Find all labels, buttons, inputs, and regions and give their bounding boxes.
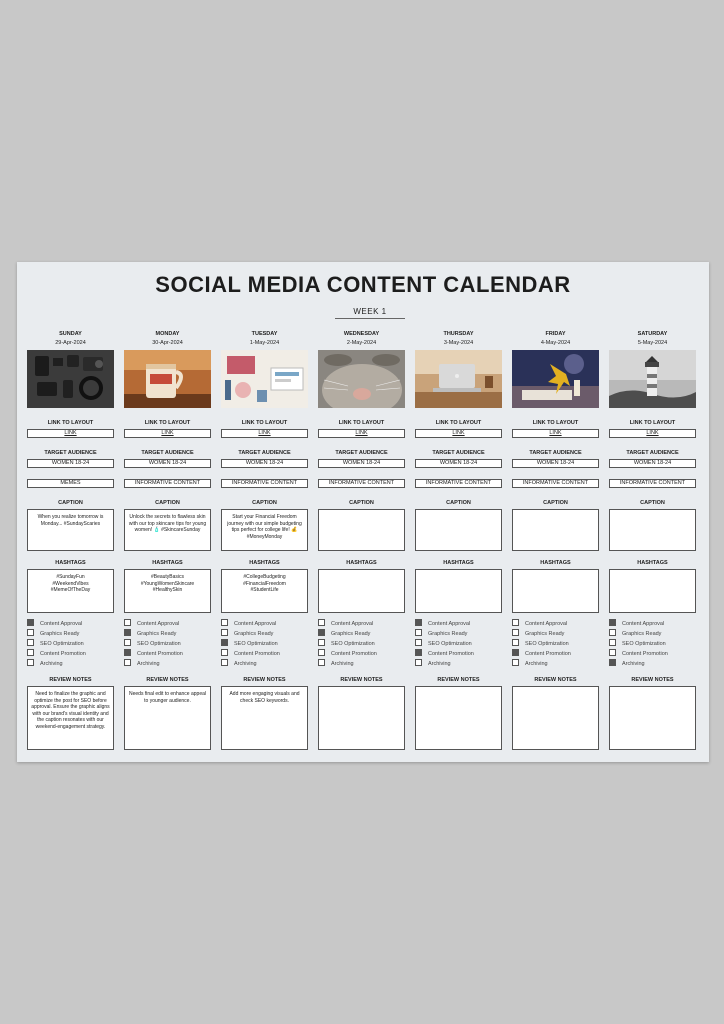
checklist-item[interactable]: [415, 640, 502, 650]
checkbox[interactable]: [512, 619, 519, 626]
layout-link[interactable]: LINK: [512, 429, 599, 438]
target-audience-field[interactable]: WOMEN 18-24: [27, 459, 114, 468]
review-notes-field[interactable]: Needs final edit to enhance appeal to younger audience.: [124, 686, 211, 750]
layout-link[interactable]: LINK: [318, 429, 405, 438]
checklist-item[interactable]: [415, 660, 502, 670]
laptop-desk-photo: [415, 350, 502, 408]
checkbox[interactable]: [318, 639, 325, 646]
link-to-layout-label: LINK TO LAYOUT: [435, 420, 482, 426]
target-audience-label: TARGET AUDIENCE: [141, 450, 194, 456]
caption-label: CAPTION: [349, 500, 374, 506]
checklist-item[interactable]: [512, 630, 599, 640]
checklist: [609, 620, 696, 670]
checkbox[interactable]: [318, 649, 325, 656]
checklist-item-label: SEO Optimization: [428, 640, 472, 647]
checklist-item[interactable]: [609, 620, 696, 630]
checklist-item[interactable]: [318, 660, 405, 670]
checklist-item[interactable]: [124, 640, 211, 650]
review-notes-label: REVIEW NOTES: [243, 677, 286, 683]
day-column-tuesday: [221, 331, 308, 756]
layout-link[interactable]: LINK: [27, 429, 114, 438]
checklist-item[interactable]: [124, 660, 211, 670]
caption-label: CAPTION: [252, 500, 277, 506]
checkbox[interactable]: [27, 629, 34, 636]
day-date: 3-May-2024: [443, 340, 474, 346]
link-to-layout-label: LINK TO LAYOUT: [629, 420, 676, 426]
checklist-item[interactable]: [27, 640, 114, 650]
content-type-field[interactable]: INFORMATIVE CONTENT: [415, 479, 502, 488]
review-notes-field[interactable]: [415, 686, 502, 750]
checklist-item[interactable]: [124, 650, 211, 660]
checklist-item-label: Archiving: [525, 660, 548, 667]
checklist-item[interactable]: [27, 660, 114, 670]
desk-workspace-photo: [221, 350, 308, 408]
checklist-item-label: SEO Optimization: [234, 640, 278, 647]
checklist-item-label: SEO Optimization: [137, 640, 181, 647]
layout-link[interactable]: LINK: [221, 429, 308, 438]
caption-field[interactable]: [609, 509, 696, 551]
checklist-item-label: Content Approval: [234, 620, 277, 627]
checklist-item[interactable]: [609, 660, 696, 670]
checklist: [221, 620, 308, 670]
layout-link[interactable]: LINK: [609, 429, 696, 438]
checklist-item[interactable]: [415, 630, 502, 640]
checkbox[interactable]: [124, 639, 131, 646]
content-type-field[interactable]: INFORMATIVE CONTENT: [221, 479, 308, 488]
link-to-layout-label: LINK TO LAYOUT: [338, 420, 385, 426]
checkbox[interactable]: [318, 659, 325, 666]
checkbox[interactable]: [512, 649, 519, 656]
checkbox[interactable]: [512, 659, 519, 666]
checkbox[interactable]: [221, 639, 228, 646]
calendar-sheet: [17, 262, 709, 762]
caption-field[interactable]: [318, 509, 405, 551]
checklist-item-label: Graphics Ready: [622, 630, 662, 637]
day-date: 30-Apr-2024: [152, 340, 183, 346]
target-audience-field[interactable]: WOMEN 18-24: [415, 459, 502, 468]
checklist-item-label: Archiving: [137, 660, 160, 667]
checklist-item-label: Content Approval: [428, 620, 471, 627]
checklist-item-label: Graphics Ready: [234, 630, 274, 637]
checklist-item[interactable]: [415, 650, 502, 660]
checklist-item-label: Archiving: [40, 660, 63, 667]
week-label: WEEK 1: [335, 307, 405, 319]
target-audience-label: TARGET AUDIENCE: [335, 450, 388, 456]
checkbox[interactable]: [27, 649, 34, 656]
checklist-item-label: Content Promotion: [622, 650, 668, 657]
coffee-mug-photo: [124, 350, 211, 408]
hashtags-field[interactable]: [415, 569, 502, 613]
checklist-item-label: SEO Optimization: [622, 640, 666, 647]
content-type-field[interactable]: INFORMATIVE CONTENT: [318, 479, 405, 488]
content-type-field[interactable]: INFORMATIVE CONTENT: [512, 479, 599, 488]
checklist-item-label: Content Promotion: [137, 650, 183, 657]
checkbox[interactable]: [415, 639, 422, 646]
hashtags-field[interactable]: [512, 569, 599, 613]
checkbox[interactable]: [512, 639, 519, 646]
checklist-item-label: SEO Optimization: [525, 640, 569, 647]
day-date: 2-May-2024: [346, 340, 377, 346]
hashtags-label: HASHTAGS: [443, 560, 474, 566]
review-notes-label: REVIEW NOTES: [49, 677, 92, 683]
target-audience-field[interactable]: WOMEN 18-24: [512, 459, 599, 468]
review-notes-field[interactable]: Add more engaging visuals and check SEO keywords.: [221, 686, 308, 750]
checklist-item-label: Content Approval: [525, 620, 568, 627]
checkbox[interactable]: [609, 659, 616, 666]
link-to-layout-label: LINK TO LAYOUT: [47, 420, 94, 426]
caption-label: CAPTION: [446, 500, 471, 506]
target-audience-label: TARGET AUDIENCE: [529, 450, 582, 456]
checklist-item[interactable]: [318, 640, 405, 650]
lighthouse-photo: [609, 350, 696, 408]
day-column-sunday: [27, 331, 114, 756]
checklist-item[interactable]: [512, 640, 599, 650]
caption-field[interactable]: When you realize tomorrow is Monday... #SundayScaries: [27, 509, 114, 551]
checklist-item-label: SEO Optimization: [40, 640, 84, 647]
day-date: 5-May-2024: [637, 340, 668, 346]
day-name: THURSDAY: [443, 331, 474, 337]
checkbox[interactable]: [609, 639, 616, 646]
checkbox[interactable]: [27, 659, 34, 666]
checklist-item-label: Content Promotion: [234, 650, 280, 657]
target-audience-label: TARGET AUDIENCE: [432, 450, 485, 456]
hashtags-field[interactable]: #CollegeBudgeting #FinancialFreedom #StudentLife: [221, 569, 308, 613]
caption-label: CAPTION: [58, 500, 83, 506]
caption-label: CAPTION: [640, 500, 665, 506]
cat-closeup-photo: [318, 350, 405, 408]
hashtags-field[interactable]: #BeautyBasics #YoungWomenSkincare #HealthySkin: [124, 569, 211, 613]
checklist-item[interactable]: [609, 650, 696, 660]
flatlay-gadgets-photo: [27, 350, 114, 408]
link-to-layout-label: LINK TO LAYOUT: [241, 420, 288, 426]
layout-link[interactable]: LINK: [124, 429, 211, 438]
checklist-item[interactable]: [124, 620, 211, 630]
checklist-item[interactable]: [512, 660, 599, 670]
day-column-friday: [512, 331, 599, 756]
checklist-item[interactable]: [221, 640, 308, 650]
days-grid: [27, 331, 699, 756]
target-audience-field[interactable]: WOMEN 18-24: [124, 459, 211, 468]
target-audience-label: TARGET AUDIENCE: [238, 450, 291, 456]
checkbox[interactable]: [415, 619, 422, 626]
day-name: WEDNESDAY: [343, 331, 380, 337]
hashtags-label: HASHTAGS: [249, 560, 280, 566]
page-title: SOCIAL MEDIA CONTENT CALENDAR: [155, 272, 571, 297]
review-notes-field[interactable]: [318, 686, 405, 750]
caption-label: CAPTION: [155, 500, 180, 506]
target-audience-label: TARGET AUDIENCE: [44, 450, 97, 456]
checklist: [318, 620, 405, 670]
review-notes-field[interactable]: Need to finalize the graphic and optimize the post for SEO before approval. Ensure the graphic aligns with our brand's visual identity and the caption resonates with our weekend-engagement strategy.: [27, 686, 114, 750]
checklist-item-label: Content Promotion: [525, 650, 571, 657]
checkbox[interactable]: [124, 659, 131, 666]
target-audience-field[interactable]: WOMEN 18-24: [609, 459, 696, 468]
hashtags-field[interactable]: #SundayFun #WeekendVibes #MemeOfTheDay: [27, 569, 114, 613]
caption-field[interactable]: Start your Financial Freedom journey with our simple budgeting tips perfect for college life! 💰 #MoneyMonday: [221, 509, 308, 551]
review-notes-label: REVIEW NOTES: [631, 677, 674, 683]
caption-field[interactable]: [415, 509, 502, 551]
link-to-layout-label: LINK TO LAYOUT: [532, 420, 579, 426]
checkbox[interactable]: [609, 629, 616, 636]
review-notes-field[interactable]: [512, 686, 599, 750]
checklist-item[interactable]: [318, 620, 405, 630]
day-name: TUESDAY: [251, 331, 278, 337]
checklist-item-label: Archiving: [234, 660, 257, 667]
checkbox[interactable]: [415, 629, 422, 636]
checkbox[interactable]: [318, 619, 325, 626]
checkbox[interactable]: [124, 629, 131, 636]
checklist-item[interactable]: [124, 630, 211, 640]
checklist-item[interactable]: [512, 650, 599, 660]
checklist: [415, 620, 502, 670]
checklist-item[interactable]: [221, 650, 308, 660]
autumn-leaf-photo: [512, 350, 599, 408]
checklist-item-label: Graphics Ready: [428, 630, 468, 637]
checklist-item-label: Graphics Ready: [40, 630, 80, 637]
day-name: MONDAY: [155, 331, 180, 337]
caption-field[interactable]: [512, 509, 599, 551]
checkbox[interactable]: [221, 619, 228, 626]
checklist-item[interactable]: [221, 630, 308, 640]
checkbox[interactable]: [27, 639, 34, 646]
checklist-item-label: Archiving: [331, 660, 354, 667]
review-notes-label: REVIEW NOTES: [437, 677, 480, 683]
checklist-item[interactable]: [609, 630, 696, 640]
checklist-item-label: Graphics Ready: [331, 630, 371, 637]
day-column-thursday: [415, 331, 502, 756]
hashtags-label: HASHTAGS: [346, 560, 377, 566]
checkbox[interactable]: [512, 629, 519, 636]
caption-label: CAPTION: [543, 500, 568, 506]
day-date: 29-Apr-2024: [55, 340, 86, 346]
checklist-item-label: Content Approval: [622, 620, 665, 627]
checklist-item-label: SEO Optimization: [331, 640, 375, 647]
checkbox[interactable]: [609, 619, 616, 626]
checklist-item[interactable]: [27, 620, 114, 630]
checkbox[interactable]: [415, 649, 422, 656]
checklist-item-label: Archiving: [622, 660, 645, 667]
checklist-item[interactable]: [609, 640, 696, 650]
hashtags-field[interactable]: [318, 569, 405, 613]
link-to-layout-label: LINK TO LAYOUT: [144, 420, 191, 426]
checklist-item[interactable]: [318, 630, 405, 640]
day-name: SATURDAY: [637, 331, 668, 337]
content-type-field[interactable]: INFORMATIVE CONTENT: [609, 479, 696, 488]
checklist-item-label: Graphics Ready: [137, 630, 177, 637]
review-notes-label: REVIEW NOTES: [340, 677, 383, 683]
day-date: 1-May-2024: [249, 340, 280, 346]
checkbox[interactable]: [27, 619, 34, 626]
checkbox[interactable]: [221, 629, 228, 636]
content-type-field[interactable]: INFORMATIVE CONTENT: [124, 479, 211, 488]
review-notes-label: REVIEW NOTES: [146, 677, 189, 683]
checklist-item-label: Archiving: [428, 660, 451, 667]
checkbox[interactable]: [415, 659, 422, 666]
day-column-saturday: [609, 331, 696, 756]
checkbox[interactable]: [221, 649, 228, 656]
checklist: [27, 620, 114, 670]
hashtags-label: HASHTAGS: [152, 560, 183, 566]
checklist-item[interactable]: [318, 650, 405, 660]
checkbox[interactable]: [609, 649, 616, 656]
hashtags-label: HASHTAGS: [55, 560, 86, 566]
day-column-wednesday: [318, 331, 405, 756]
checklist-item-label: Content Promotion: [331, 650, 377, 657]
review-notes-field[interactable]: [609, 686, 696, 750]
checklist-item[interactable]: [221, 660, 308, 670]
content-type-field[interactable]: MEMES: [27, 479, 114, 488]
day-date: 4-May-2024: [540, 340, 571, 346]
checkbox[interactable]: [221, 659, 228, 666]
checklist-item-label: Graphics Ready: [525, 630, 565, 637]
target-audience-label: TARGET AUDIENCE: [626, 450, 679, 456]
checklist-item[interactable]: [27, 630, 114, 640]
day-name: FRIDAY: [545, 331, 566, 337]
checklist: [124, 620, 211, 670]
target-audience-field[interactable]: WOMEN 18-24: [221, 459, 308, 468]
hashtags-label: HASHTAGS: [540, 560, 571, 566]
checklist-item-label: Content Promotion: [428, 650, 474, 657]
checklist-item[interactable]: [415, 620, 502, 630]
checklist-item[interactable]: [512, 620, 599, 630]
review-notes-label: REVIEW NOTES: [534, 677, 577, 683]
checklist-item-label: Content Approval: [40, 620, 83, 627]
checkbox[interactable]: [318, 629, 325, 636]
checklist-item[interactable]: [27, 650, 114, 660]
checkbox[interactable]: [124, 649, 131, 656]
hashtags-label: HASHTAGS: [637, 560, 668, 566]
target-audience-field[interactable]: WOMEN 18-24: [318, 459, 405, 468]
day-name: SUNDAY: [59, 331, 82, 337]
checklist-item-label: Content Approval: [137, 620, 180, 627]
hashtags-field[interactable]: [609, 569, 696, 613]
caption-field[interactable]: Unlock the secrets to flawless skin with our top skincare tips for young women! 🧴 #SkincareSunday: [124, 509, 211, 551]
checklist: [512, 620, 599, 670]
layout-link[interactable]: LINK: [415, 429, 502, 438]
checkbox[interactable]: [124, 619, 131, 626]
checklist-item-label: Content Approval: [331, 620, 374, 627]
checklist-item[interactable]: [221, 620, 308, 630]
day-column-monday: [124, 331, 211, 756]
checklist-item-label: Content Promotion: [40, 650, 86, 657]
